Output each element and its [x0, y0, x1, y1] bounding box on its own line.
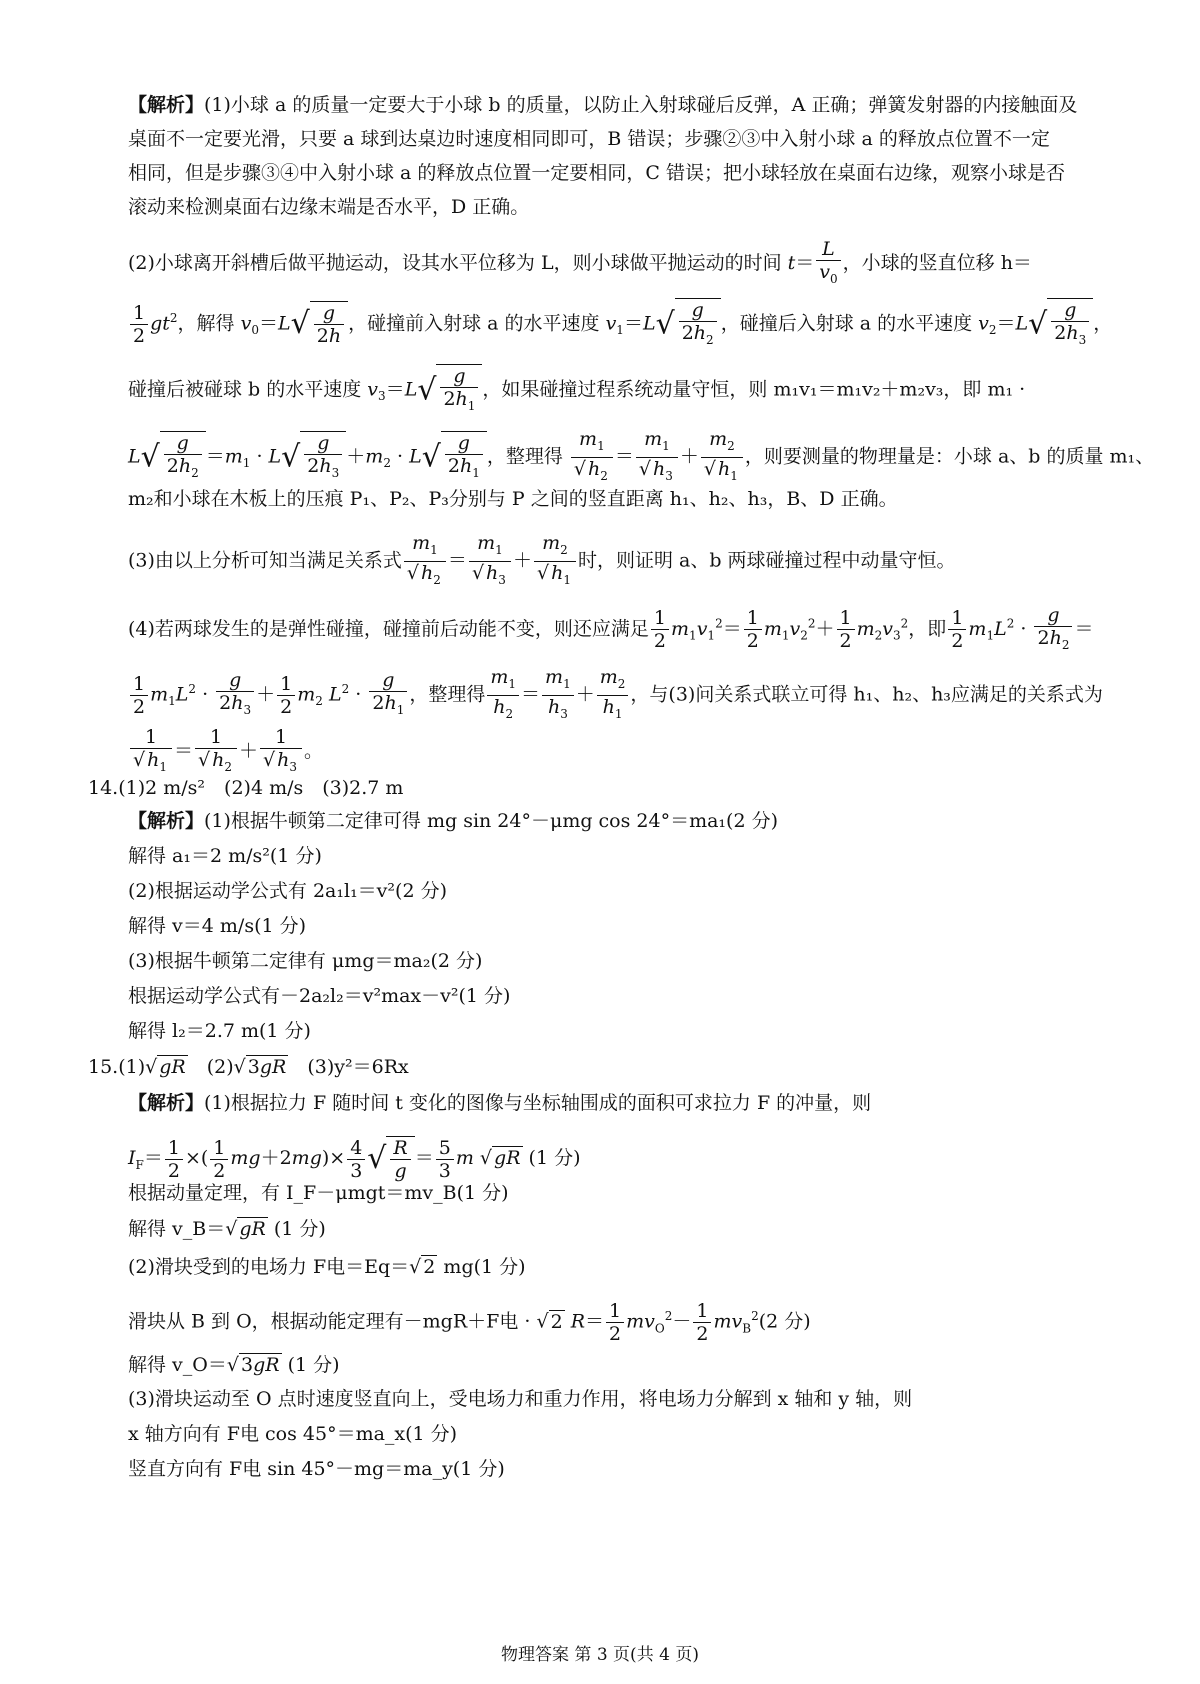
q13-part3: (3)由以上分析可知当满足关系式 $\frac{m_1}{√ h_2}$ ＝ $\frac{m_1}{√ h_3}$ ＋ $\frac{m_2}{√ h_1}$ 时，则证明 a、b 两球碰撞过程中动量守恒。: [128, 532, 956, 587]
q15-line8: (3)滑块运动至 O 点时速度竖直向上，受电场力和重力作用，将电场力分解到 x 轴和 y 轴，则: [128, 1388, 913, 1410]
q15-line4: 解得 v_B＝√ gR (1 分): [128, 1218, 326, 1240]
q14-line2: 解得 a₁＝2 m/s²(1 分): [128, 845, 322, 867]
q15-answer: 15.(1)√ gR (2)√ 3gR (3)y²＝6Rx: [88, 1056, 409, 1078]
q14-line4: 解得 v＝4 m/s(1 分): [128, 915, 307, 937]
analysis-label: 【解析】: [128, 94, 205, 116]
q13-part4-line2: $\frac{1}{2}$ $m_1L^2$ · $\frac{g}{2h_3}$ ＋ $\frac{1}{2}$ $m_2$ $L^2$ · $\frac{g}{2h_1}$ ，整理得 $\frac{m_1}{h_2}$ ＝ $\frac{m_1}{h_3}$ ＋ $\frac{m_2}{h_1}$ ，与(3)问关系式联立可得 h₁、h₂、h₃应满足的关系式为: [128, 666, 1103, 725]
q15-line3: 根据动量定理，有 I_F－μmgt＝mv_B(1 分): [128, 1182, 509, 1204]
page-footer: 物理答案 第 3 页(共 4 页): [501, 1645, 699, 1665]
q13-part2-line4: L√ $\frac{g}{2h_2}$ $=m_1 \cdot L√$ $\frac{g}{2h_3}$ $+m_2 \cdot L√$ $\frac{g}{2h_1}$ ，整理得 $\frac{m_1}{√ h_2}$ ＝ $\frac{m_1}{√ h_3}$ ＋ $\frac{m_2}{√ h_1}$ ，则要测量的物理量是：小球 a、b 的质量 m₁、: [128, 428, 1155, 483]
analysis-label: 【解析】: [128, 1092, 205, 1114]
q14-line5: (3)根据牛顿第二定律有 μmg＝ma₂(2 分): [128, 950, 483, 972]
q15-line6: 滑块从 B 到 O，根据动能定理有－mgR＋F电 · √ 2 R＝ $\frac{1}{2}$ $mv_O^2-$ $\frac{1}{2}$ $mv_B^2(2$ 分): [128, 1300, 811, 1345]
q15-line5: (2)滑块受到的电场力 F电＝Eq＝√ 2 mg(1 分): [128, 1256, 526, 1278]
q14-line3: (2)根据运动学公式有 2a₁l₁＝v²(2 分): [128, 880, 447, 902]
q15-line10: 竖直方向有 F电 sin 45°－mg＝ma_y(1 分): [128, 1458, 505, 1480]
q13-part2-line1: (2)小球离开斜槽后做平抛运动，设其水平位移为 L，则小球做平抛运动的时间 t＝ $\frac{L}{v_0}$ ，小球的竖直位移 h＝: [128, 238, 1032, 286]
q15-line1: 【解析】(1)根据拉力 F 随时间 t 变化的图像与坐标轴围成的面积可求拉力 F 的冲量，则: [128, 1092, 872, 1114]
q15-impulse-equation: $I_F=$ $\frac{1}{2}$ ×( $\frac{1}{2}$ mg＋2mg)× $\frac{4}{3}$ √ $\frac{R}{g}$ ＝ $\frac{5}{3}$ m √ gR (1 分): [128, 1136, 581, 1182]
q13-part1-line4: 滚动来检测桌面右边缘末端是否水平，D 正确。: [128, 196, 530, 218]
q13-part2-line2: $\frac{1}{2}$ $gt^2$，解得 $v_0=L√$ $\frac{g}{2h}$ ，碰撞前入射球 a 的水平速度 $v_1=L√$ $\frac{g}{2h_2}$ ，碰撞后入射球 a 的水平速度 $v_2=L√$ $\frac{g}{2h_3}$ ，: [128, 298, 1112, 351]
q13-part2-line5: m₂和小球在木板上的压痕 P₁、P₂、P₃分别与 P 之间的竖直距离 h₁、h₂、h₃，B、D 正确。: [128, 488, 898, 510]
q13-part1-line1: 【解析】(1)小球 a 的质量一定要大于小球 b 的质量，以防止入射球碰后反弹，A 正确；弹簧发射器的内接触面及: [128, 94, 1078, 116]
q14-line7: 解得 l₂＝2.7 m(1 分): [128, 1020, 311, 1042]
q15-line9: x 轴方向有 F电 cos 45°＝ma_x(1 分): [128, 1423, 458, 1445]
analysis-label: 【解析】: [128, 810, 205, 832]
q13-part4-result: $\frac{1}{√ h_1}$ ＝ $\frac{1}{√ h_2}$ ＋ $\frac{1}{√ h_3}$ 。: [128, 726, 323, 778]
q13-part1-line3: 相同，但是步骤③④中入射小球 a 的释放点位置一定要相同，C 错误；把小球轻放在桌面右边缘，观察小球是否: [128, 162, 1065, 184]
q13-part2-line3: 碰撞后被碰球 b 的水平速度 $v_3=L√$ $\frac{g}{2h_1}$ ，如果碰撞过程系统动量守恒，则 m₁v₁＝m₁v₂＋m₂v₃，即 m₁ ·: [128, 364, 1025, 417]
q13-part4-line1: (4)若两球发生的是弹性碰撞，碰撞前后动能不变，则还应满足 $\frac{1}{2}$ $m_1v_1^2=$ $\frac{1}{2}$ $m_1v_2^2+$ $\frac{1}{2}$ $m_2v_3^2$，即 $\frac{1}{2}$ $m_1L^2$ · $\frac{g}{2h_2}$ ＝: [128, 604, 1094, 653]
q15-line7: 解得 v_O＝√ 3gR (1 分): [128, 1354, 340, 1376]
q13-part1-line2: 桌面不一定要光滑，只要 a 球到达桌边时速度相同即可，B 错误；步骤②③中入射小球 a 的释放点位置不一定: [128, 128, 1050, 150]
q14-line1: 【解析】(1)根据牛顿第二定律可得 mg sin 24°－μmg cos 24°＝ma₁(2 分): [128, 810, 778, 832]
q14-answer: 14.(1)2 m/s² (2)4 m/s (3)2.7 m: [88, 777, 404, 799]
q14-line6: 根据运动学公式有－2a₂l₂＝v²max－v²(1 分): [128, 985, 511, 1007]
